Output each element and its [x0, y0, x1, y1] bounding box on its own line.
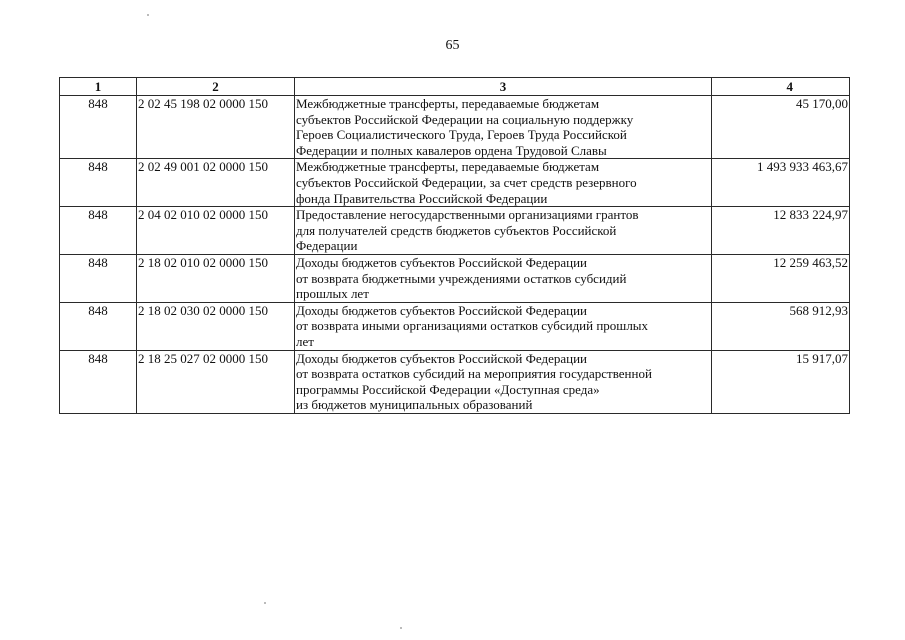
- page-number: 65: [445, 38, 460, 53]
- admin-code-cell: 848: [60, 350, 137, 413]
- scan-speck: [264, 602, 266, 604]
- description-line: Доходы бюджетов субъектов Российской Федерации: [296, 350, 587, 366]
- description-cell: [295, 96, 712, 159]
- description-line: Межбюджетные трансферты, передаваемые бюджетам: [296, 159, 600, 175]
- admin-code-cell: 848: [60, 302, 137, 350]
- description-line: фонда Правительства Российской Федерации: [296, 190, 548, 206]
- description-line: для получателей средств бюджетов субъектов Российской: [296, 222, 617, 238]
- table-row: [60, 254, 850, 302]
- description-line: субъектов Российской Федерации, за счет средств резервного: [296, 174, 637, 190]
- description-line: от возврата остатков субсидий на мероприятия государственной: [296, 366, 652, 382]
- description-line: Межбюджетные трансферты, передаваемые бюджетам: [296, 96, 600, 111]
- description-line: от возврата иными организациями остатков субсидий прошлых: [296, 318, 649, 334]
- amount-cell: 1 493 933 463,67: [712, 159, 850, 207]
- description-line: программы Российской Федерации «Доступная среда»: [296, 381, 600, 397]
- description-line: Федерации: [296, 238, 358, 254]
- admin-code-cell: 848: [60, 254, 137, 302]
- description-cell: [295, 207, 712, 255]
- description-line: прошлых лет: [296, 286, 369, 302]
- description-line: Федерации и полных кавалеров ордена Трудовой Славы: [296, 142, 607, 158]
- amount-cell: 15 917,07: [712, 350, 850, 413]
- table-row: [60, 350, 850, 413]
- scan-speck: [400, 627, 402, 629]
- description-line: лет: [296, 333, 314, 349]
- admin-code-cell: 848: [60, 207, 137, 255]
- budget-code-cell: 2 02 45 198 02 0000 150: [137, 96, 295, 159]
- admin-code-cell: 848: [60, 96, 137, 159]
- column-header-3: 3: [295, 78, 712, 96]
- scan-speck: [147, 14, 149, 16]
- description-cell: [295, 254, 712, 302]
- amount-cell: 12 833 224,97: [712, 207, 850, 255]
- description-line: Предоставление негосударственными организациями грантов: [296, 207, 639, 223]
- description-cell: [295, 302, 712, 350]
- column-header-1: 1: [60, 78, 137, 96]
- budget-code-cell: 2 18 02 030 02 0000 150: [137, 302, 295, 350]
- description-line: от возврата бюджетными учреждениями остатков субсидий: [296, 270, 627, 286]
- admin-code-cell: 848: [60, 159, 137, 207]
- table-row: [60, 96, 850, 159]
- amount-cell: 45 170,00: [712, 96, 850, 159]
- description-line: из бюджетов муниципальных образований: [296, 397, 533, 413]
- table-row: [60, 302, 850, 350]
- budget-code-cell: 2 18 25 027 02 0000 150: [137, 350, 295, 413]
- description-line: субъектов Российской Федерации на социальную поддержку: [296, 111, 634, 127]
- description-cell: [295, 159, 712, 207]
- table-row: [60, 159, 850, 207]
- description-line: Героев Социалистического Труда, Героев Труда Российской: [296, 127, 627, 143]
- budget-code-cell: 2 04 02 010 02 0000 150: [137, 207, 295, 255]
- table-row: [60, 207, 850, 255]
- column-header-4: 4: [712, 78, 850, 96]
- budget-table: [59, 77, 850, 414]
- table-header-row: [60, 78, 850, 96]
- budget-code-cell: 2 18 02 010 02 0000 150: [137, 254, 295, 302]
- amount-cell: 568 912,93: [712, 302, 850, 350]
- column-header-2: 2: [137, 78, 295, 96]
- description-line: Доходы бюджетов субъектов Российской Федерации: [296, 302, 587, 318]
- description-cell: [295, 350, 712, 413]
- budget-code-cell: 2 02 49 001 02 0000 150: [137, 159, 295, 207]
- description-line: Доходы бюджетов субъектов Российской Федерации: [296, 254, 587, 270]
- amount-cell: 12 259 463,52: [712, 254, 850, 302]
